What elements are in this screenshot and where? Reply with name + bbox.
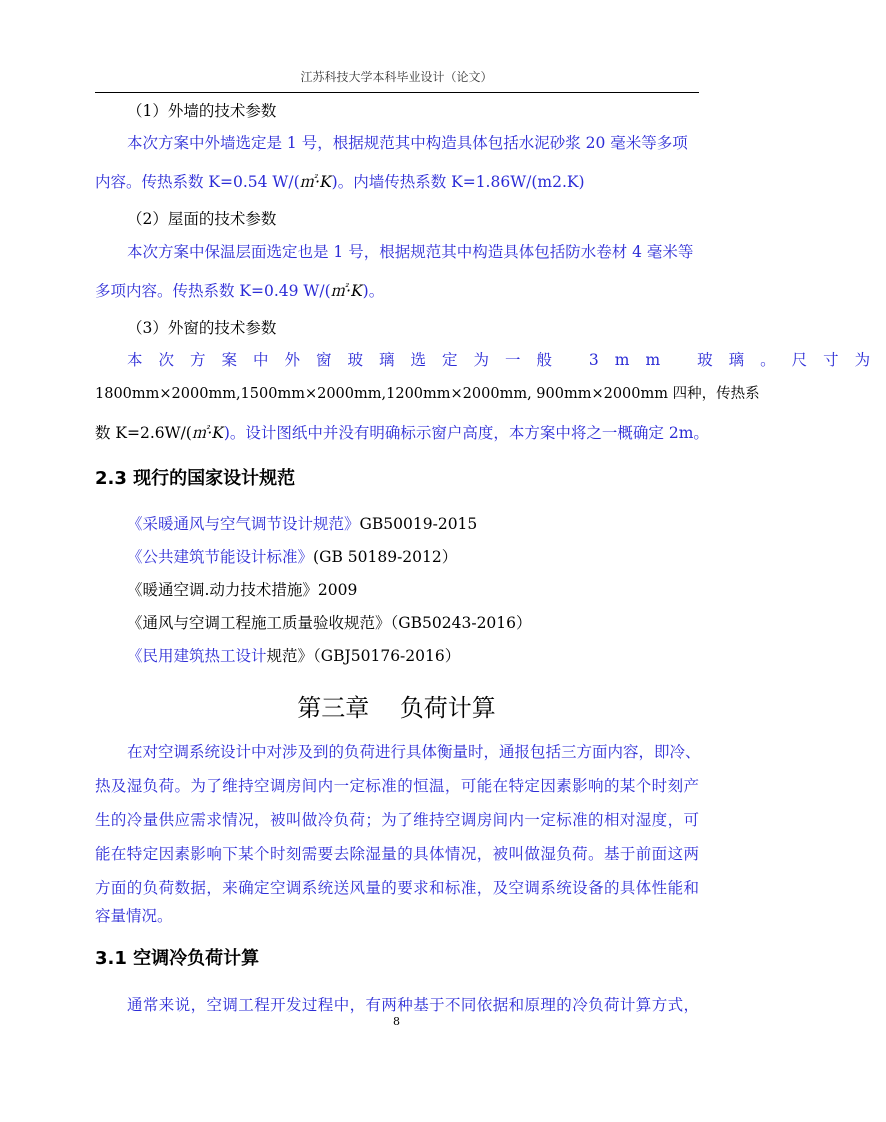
- unit-m2k: ㎡·K: [299, 173, 332, 191]
- paragraph-line: 生的冷量供应需求情况，被叫做冷负荷；为了维持空调房间内一定标准的相对湿度，可: [95, 811, 699, 829]
- subheading-window: （3）外窗的技术参数: [127, 319, 277, 337]
- reference-item: 《通风与空调工程施工质量验收规范》（GB50243-2016）: [127, 614, 532, 632]
- outer-wall-line-1: 本次方案中外墙选定是 1 号，根据规范其中构造具体包括水泥砂浆 20 毫米等多项: [127, 134, 688, 152]
- unit-m2k: ㎡·K: [191, 424, 224, 442]
- paragraph-line: 通常来说，空调工程开发过程中，有两种基于不同依据和原理的冷负荷计算方式，: [127, 996, 699, 1014]
- reference-item: 《民用建筑热工设计规范》（GBJ50176-2016）: [127, 647, 461, 665]
- reference-item: 《暖通空调.动力技术措施》2009: [127, 581, 358, 599]
- unit-m2k: ㎡·K: [330, 282, 363, 300]
- header-rule: [95, 92, 699, 93]
- reference-item: 《公共建筑节能设计标准》(GB 50189-2012）: [127, 548, 458, 566]
- paragraph-line: 能在特定因素影响下某个时刻需要去除湿量的具体情况，被叫做湿负荷。基于前面这两: [95, 845, 699, 863]
- window-line-1: 本次方案中外窗玻璃选定为一般 3mm 玻璃。尺寸为: [127, 351, 886, 369]
- paragraph-line: 热及湿负荷。为了维持空调房间内一定标准的恒温，可能在特定因素影响的某个时刻产: [95, 777, 699, 795]
- page-number: 8: [393, 1015, 400, 1028]
- window-line-2: 1800mm×2000mm,1500mm×2000mm,1200mm×2000mm, 900mm×2000mm 四种，传热系: [95, 386, 760, 402]
- reference-item: 《采暖通风与空气调节设计规范》GB50019-2015: [127, 515, 478, 533]
- paragraph-line: 方面的负荷数据，来确定空调系统送风量的要求和标准，及空调系统设备的具体性能和: [95, 879, 699, 897]
- outer-wall-line-2: 内容。传热系数 K=0.54 W/(㎡·K)。内墙传热系数 K=1.86W/(m2.K): [95, 173, 585, 191]
- page-header: 江苏科技大学本科毕业设计（论文）: [300, 70, 493, 84]
- section-heading-3-1: 3.1 空调冷负荷计算: [95, 948, 260, 969]
- window-line-3: 数 K=2.6W/(㎡·K)。设计图纸中并没有明确标示窗户高度，本方案中将之一概确定 2m。: [95, 424, 709, 442]
- section-heading-2-3: 2.3 现行的国家设计规范: [95, 468, 296, 489]
- paragraph-line: 容量情况。: [95, 907, 173, 925]
- subheading-outer-wall: （1）外墙的技术参数: [127, 102, 277, 120]
- paragraph-line: 在对空调系统设计中对涉及到的负荷进行具体衡量时，通报包括三方面内容，即冷、: [127, 743, 701, 761]
- chapter-title: 第三章 负荷计算: [297, 694, 496, 722]
- roof-line-2: 多项内容。传热系数 K=0.49 W/(㎡·K)。: [95, 282, 385, 300]
- roof-line-1: 本次方案中保温层面选定也是 1 号，根据规范其中构造具体包括防水卷材 4 毫米等: [127, 243, 694, 261]
- subheading-roof: （2）屋面的技术参数: [127, 210, 277, 228]
